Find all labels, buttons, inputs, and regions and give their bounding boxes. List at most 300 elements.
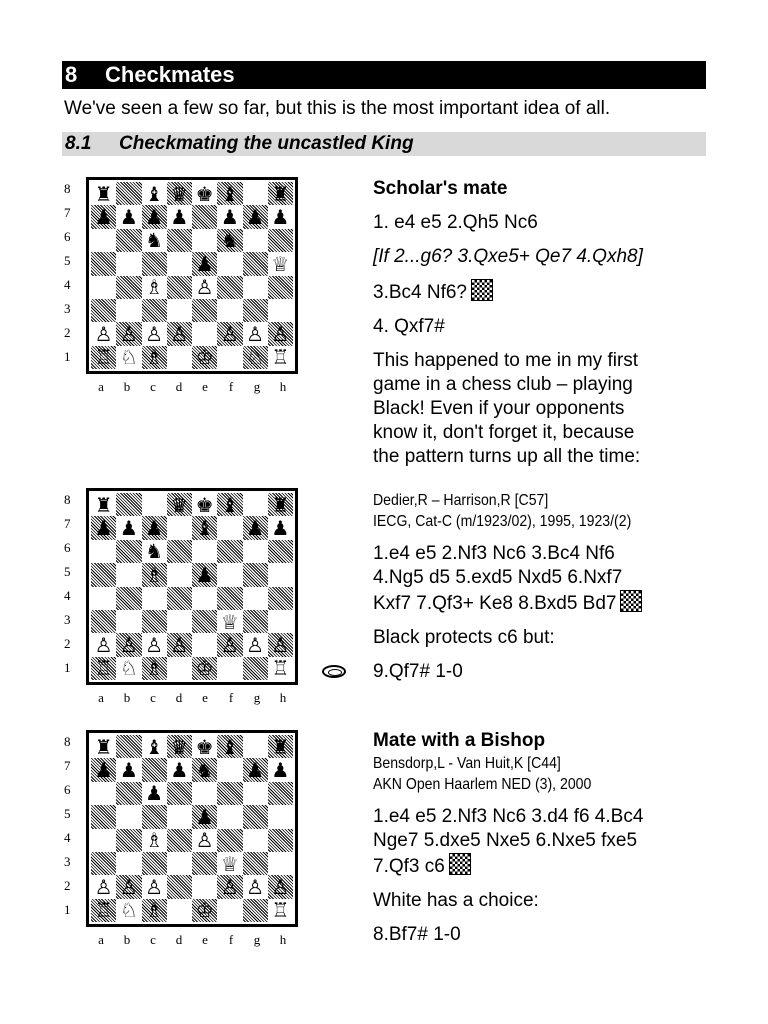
board-square <box>268 758 293 781</box>
board-square <box>116 633 141 656</box>
chessboard <box>86 177 298 374</box>
board-square <box>243 657 268 680</box>
board-square <box>268 782 293 805</box>
white-rook-icon: ♖ <box>271 898 290 923</box>
black-knight-icon: ♞ <box>145 228 164 253</box>
white-bishop-icon: ♗ <box>145 562 164 587</box>
board-square <box>243 735 268 758</box>
white-pawn-icon: ♙ <box>246 874 265 899</box>
eye-icon <box>322 665 346 678</box>
board-square <box>91 657 116 680</box>
board-square <box>268 493 293 516</box>
rank-label: 7 <box>64 516 71 531</box>
board-square <box>217 805 242 828</box>
black-king-icon: ♚ <box>195 181 214 206</box>
board-square <box>167 563 192 586</box>
board-square <box>217 875 242 898</box>
rank-label: 6 <box>64 540 71 555</box>
board-square <box>268 182 293 205</box>
file-label: d <box>175 690 183 705</box>
board-square <box>268 735 293 758</box>
board-square <box>116 299 141 322</box>
board-square <box>192 633 217 656</box>
board-square <box>116 322 141 345</box>
game3-moves-3-text: 7.Qf3 c6 <box>373 856 445 877</box>
file-label: d <box>175 932 183 947</box>
black-king-icon: ♚ <box>195 492 214 517</box>
board-square <box>217 252 242 275</box>
game3-moves-2: Nge7 5.dxe5 Nxe5 6.Nxe5 fxe5 <box>373 830 638 851</box>
board-square <box>116 182 141 205</box>
game3-moves-3 <box>373 853 713 879</box>
file-label: e <box>202 690 208 705</box>
white-pawn-icon: ♙ <box>170 632 189 657</box>
rank-label: 2 <box>64 878 71 893</box>
board-square <box>243 252 268 275</box>
board-square <box>268 299 293 322</box>
board-square <box>142 633 167 656</box>
white-pawn-icon: ♙ <box>220 321 239 346</box>
board-square <box>243 229 268 252</box>
black-pawn-icon: ♟ <box>195 251 214 276</box>
file-label: d <box>175 379 183 394</box>
rank-label: 7 <box>64 205 71 220</box>
board-square <box>142 205 167 228</box>
game1-comment-4: know it, don't forget it, because <box>373 422 635 443</box>
black-pawn-icon: ♟ <box>195 562 214 587</box>
board-square <box>91 540 116 563</box>
file-label: e <box>202 379 208 394</box>
board-square <box>91 587 116 610</box>
white-rook-icon: ♖ <box>271 345 290 370</box>
black-knight-icon: ♞ <box>220 228 239 253</box>
white-pawn-icon: ♙ <box>119 632 138 657</box>
board-square <box>116 516 141 539</box>
game1-title: Scholar's mate <box>373 178 508 199</box>
board-square <box>142 657 167 680</box>
white-bishop-icon: ♗ <box>145 828 164 853</box>
board-square <box>91 229 116 252</box>
board-square <box>243 563 268 586</box>
board-square <box>217 829 242 852</box>
board-square <box>243 852 268 875</box>
black-queen-icon: ♛ <box>170 492 189 517</box>
file-labels <box>88 690 296 706</box>
rank-label: 3 <box>64 854 71 869</box>
white-pawn-icon: ♙ <box>195 275 214 300</box>
rank-label: 3 <box>64 301 71 316</box>
black-pawn-icon: ♟ <box>246 516 265 541</box>
board-square <box>142 735 167 758</box>
game3-event: AKN Open Haarlem NED (3), 2000 <box>373 776 592 793</box>
board-square <box>217 899 242 922</box>
white-pawn-icon: ♙ <box>246 321 265 346</box>
file-label: a <box>98 379 104 394</box>
board-square <box>268 657 293 680</box>
board-square <box>192 276 217 299</box>
board-square <box>91 829 116 852</box>
rank-label: 3 <box>64 612 71 627</box>
rank-label: 8 <box>64 734 71 749</box>
white-pawn-icon: ♙ <box>145 632 164 657</box>
black-knight-icon: ♞ <box>195 758 214 783</box>
rank-label: 5 <box>64 253 71 268</box>
white-pawn-icon: ♙ <box>145 874 164 899</box>
black-pawn-icon: ♟ <box>271 205 290 230</box>
board-square <box>142 493 167 516</box>
white-pawn-icon: ♙ <box>195 828 214 853</box>
file-label: b <box>123 379 131 394</box>
file-label: h <box>279 932 287 947</box>
board-square <box>116 735 141 758</box>
board-square <box>243 758 268 781</box>
board-square <box>217 299 242 322</box>
rank-label: 5 <box>64 806 71 821</box>
board-square <box>243 875 268 898</box>
board-square <box>243 346 268 369</box>
board-square <box>91 758 116 781</box>
board-square <box>167 276 192 299</box>
board-square <box>91 299 116 322</box>
game2-moves-3-text: Kxf7 7.Qf3+ Ke8 8.Bxd5 Bd7 <box>373 593 617 614</box>
rank-label: 2 <box>64 325 71 340</box>
board-square <box>142 782 167 805</box>
board-square <box>142 829 167 852</box>
board-square <box>116 852 141 875</box>
board-square <box>167 899 192 922</box>
board-square <box>142 346 167 369</box>
white-rook-icon: ♖ <box>271 656 290 681</box>
rank-label: 7 <box>64 758 71 773</box>
board-square <box>192 587 217 610</box>
rank-label: 1 <box>64 349 71 364</box>
board-square <box>167 205 192 228</box>
game2-moves-2: 4.Ng5 d5 5.exd5 Nxd5 6.Nxf7 <box>373 567 623 588</box>
board-square <box>167 633 192 656</box>
rank-label: 4 <box>64 830 71 845</box>
board-square <box>243 805 268 828</box>
black-pawn-icon: ♟ <box>246 205 265 230</box>
white-bishop-icon: ♗ <box>145 656 164 681</box>
board-square <box>192 346 217 369</box>
white-king-icon: ♔ <box>195 345 214 370</box>
rank-label: 1 <box>64 902 71 917</box>
board-square <box>142 852 167 875</box>
board-square <box>192 610 217 633</box>
black-pawn-icon: ♟ <box>145 781 164 806</box>
intro-text: We've seen a few so far, but this is the most important idea of all. <box>64 98 611 119</box>
board-square <box>192 829 217 852</box>
chapter-heading <box>62 61 706 89</box>
file-label: g <box>253 379 261 394</box>
board-square <box>116 805 141 828</box>
board-square <box>167 346 192 369</box>
board-square <box>142 610 167 633</box>
board-square <box>217 182 242 205</box>
diagram-icon <box>620 590 642 612</box>
board-square <box>142 182 167 205</box>
rank-label: 6 <box>64 782 71 797</box>
white-queen-icon: ♕ <box>220 609 239 634</box>
board-square <box>167 540 192 563</box>
board-square <box>217 229 242 252</box>
file-label: h <box>279 379 287 394</box>
board-square <box>91 633 116 656</box>
board-square <box>116 276 141 299</box>
board-square <box>142 540 167 563</box>
board-square <box>116 782 141 805</box>
board-square <box>217 276 242 299</box>
black-pawn-icon: ♟ <box>119 516 138 541</box>
black-bishop-icon: ♝ <box>220 181 239 206</box>
board-square <box>142 299 167 322</box>
black-bishop-icon: ♝ <box>145 181 164 206</box>
board-square <box>116 587 141 610</box>
game1-comment-1: This happened to me in my first <box>373 350 639 371</box>
board-square <box>268 899 293 922</box>
white-pawn-icon: ♙ <box>271 632 290 657</box>
board-square <box>268 829 293 852</box>
white-pawn-icon: ♙ <box>94 321 113 346</box>
board-square <box>142 758 167 781</box>
board-square <box>116 205 141 228</box>
board-square <box>243 829 268 852</box>
board-square <box>167 782 192 805</box>
board-square <box>167 252 192 275</box>
game3-moves-1: 1.e4 e5 2.Nf3 Nc6 3.d4 f6 4.Bc4 <box>373 806 644 827</box>
game1-comment-2: game in a chess club – playing <box>373 374 633 395</box>
board-square <box>91 322 116 345</box>
black-rook-icon: ♜ <box>271 734 290 759</box>
board-square <box>217 852 242 875</box>
board-square <box>192 758 217 781</box>
file-label: f <box>228 932 234 947</box>
board-square <box>268 633 293 656</box>
board-square <box>217 587 242 610</box>
game2-comment: Black protects c6 but: <box>373 627 555 648</box>
black-pawn-icon: ♟ <box>170 205 189 230</box>
white-knight-icon: ♘ <box>246 345 265 370</box>
white-pawn-icon: ♙ <box>220 874 239 899</box>
game1-comment-3: Black! Even if your opponents <box>373 398 625 419</box>
file-label: c <box>150 932 156 947</box>
board-square <box>268 276 293 299</box>
board-square <box>217 735 242 758</box>
file-label: a <box>98 932 104 947</box>
board-square <box>243 493 268 516</box>
black-queen-icon: ♛ <box>170 734 189 759</box>
white-pawn-icon: ♙ <box>119 321 138 346</box>
black-pawn-icon: ♟ <box>94 205 113 230</box>
black-pawn-icon: ♟ <box>119 758 138 783</box>
board-square <box>167 322 192 345</box>
board-square <box>243 610 268 633</box>
white-rook-icon: ♖ <box>94 345 113 370</box>
board-square <box>192 852 217 875</box>
board-square <box>91 252 116 275</box>
white-queen-icon: ♕ <box>271 251 290 276</box>
board-square <box>243 633 268 656</box>
board-square <box>91 346 116 369</box>
board-square <box>116 540 141 563</box>
rank-label: 8 <box>64 181 71 196</box>
white-knight-icon: ♘ <box>119 656 138 681</box>
black-king-icon: ♚ <box>195 734 214 759</box>
board-square <box>167 852 192 875</box>
board-square <box>167 610 192 633</box>
rank-label: 1 <box>64 660 71 675</box>
board-square <box>243 322 268 345</box>
rank-label: 5 <box>64 564 71 579</box>
game1-move2-text: 3.Bc4 Nf6? <box>373 282 467 303</box>
white-pawn-icon: ♙ <box>145 321 164 346</box>
board-square <box>167 758 192 781</box>
board-square <box>217 540 242 563</box>
board-square <box>142 229 167 252</box>
file-label: c <box>150 379 156 394</box>
board-square <box>217 782 242 805</box>
white-pawn-icon: ♙ <box>119 874 138 899</box>
game2-finish: 9.Qf7# 1-0 <box>373 661 463 682</box>
board-square <box>217 563 242 586</box>
file-labels <box>88 932 296 948</box>
board-square <box>243 587 268 610</box>
diagram-icon <box>471 279 493 301</box>
black-rook-icon: ♜ <box>271 492 290 517</box>
board-square <box>268 540 293 563</box>
board-square <box>268 205 293 228</box>
board-square <box>91 899 116 922</box>
white-queen-icon: ♕ <box>220 851 239 876</box>
board-square <box>243 516 268 539</box>
white-pawn-icon: ♙ <box>271 874 290 899</box>
board-square <box>167 493 192 516</box>
board-square <box>268 346 293 369</box>
board-square <box>268 322 293 345</box>
board-square <box>217 322 242 345</box>
board-square <box>217 633 242 656</box>
rank-label: 6 <box>64 229 71 244</box>
white-rook-icon: ♖ <box>94 898 113 923</box>
board-square <box>243 540 268 563</box>
black-pawn-icon: ♟ <box>195 804 214 829</box>
board-square <box>192 322 217 345</box>
white-pawn-icon: ♙ <box>94 632 113 657</box>
board-square <box>91 516 116 539</box>
white-king-icon: ♔ <box>195 656 214 681</box>
board-square <box>91 493 116 516</box>
board-square <box>142 875 167 898</box>
board-square <box>116 229 141 252</box>
board-square <box>192 205 217 228</box>
game3-text <box>373 729 713 947</box>
board-square <box>217 493 242 516</box>
board-square <box>167 587 192 610</box>
board-square <box>192 182 217 205</box>
board-square <box>116 899 141 922</box>
game1-move3: 4. Qxf7# <box>373 316 445 337</box>
board-square <box>268 610 293 633</box>
chessboard <box>86 488 298 685</box>
black-bishop-icon: ♝ <box>195 516 214 541</box>
board-square <box>268 563 293 586</box>
chapter-title: Checkmates <box>105 62 235 87</box>
board-square <box>116 758 141 781</box>
board-square <box>217 346 242 369</box>
board-square <box>243 205 268 228</box>
file-labels <box>88 379 296 395</box>
file-label: g <box>253 690 261 705</box>
white-king-icon: ♔ <box>195 898 214 923</box>
white-pawn-icon: ♙ <box>170 321 189 346</box>
white-bishop-icon: ♗ <box>145 345 164 370</box>
game3-comment: White has a choice: <box>373 890 539 911</box>
white-knight-icon: ♘ <box>119 345 138 370</box>
board-square <box>116 610 141 633</box>
board-square <box>217 516 242 539</box>
game3-players: Bensdorp,L - Van Huit,K [C44] <box>373 755 561 772</box>
black-rook-icon: ♜ <box>94 734 113 759</box>
board-square <box>167 829 192 852</box>
board-square <box>192 782 217 805</box>
game1-move2 <box>373 279 713 305</box>
file-label: b <box>123 690 131 705</box>
board-square <box>268 252 293 275</box>
board-square <box>268 875 293 898</box>
board-square <box>243 182 268 205</box>
board-square <box>192 516 217 539</box>
section-heading <box>62 132 706 156</box>
board-square <box>91 205 116 228</box>
board-square <box>192 563 217 586</box>
game1-note: [If 2...g6? 3.Qxe5+ Qe7 4.Qxh8] <box>373 246 643 267</box>
file-label: b <box>123 932 131 947</box>
board-square <box>116 346 141 369</box>
board-square <box>268 805 293 828</box>
black-pawn-icon: ♟ <box>145 516 164 541</box>
black-rook-icon: ♜ <box>94 492 113 517</box>
white-pawn-icon: ♙ <box>246 632 265 657</box>
file-label: h <box>279 690 287 705</box>
white-pawn-icon: ♙ <box>94 874 113 899</box>
chapter-number: 8 <box>65 62 78 87</box>
game1-comment-5: the pattern turns up all the time: <box>373 446 641 467</box>
board-square <box>192 299 217 322</box>
board-square <box>116 875 141 898</box>
white-pawn-icon: ♙ <box>220 632 239 657</box>
file-label: f <box>228 379 234 394</box>
game2-moves-3 <box>373 590 713 616</box>
game3-title: Mate with a Bishop <box>373 730 546 751</box>
board-square <box>142 805 167 828</box>
board-square <box>116 563 141 586</box>
black-pawn-icon: ♟ <box>145 205 164 230</box>
board-square <box>217 205 242 228</box>
file-label: g <box>253 932 261 947</box>
board-square <box>167 657 192 680</box>
board-square <box>268 852 293 875</box>
file-label: f <box>228 690 234 705</box>
board-square <box>91 276 116 299</box>
board-square <box>91 805 116 828</box>
board-square <box>192 657 217 680</box>
board-square <box>142 516 167 539</box>
board-square <box>217 610 242 633</box>
board-square <box>91 563 116 586</box>
game1-text <box>373 177 713 469</box>
game2-event: IECG, Cat-C (m/1923/02), 1995, 1923/(2) <box>373 513 632 530</box>
board-square <box>116 657 141 680</box>
